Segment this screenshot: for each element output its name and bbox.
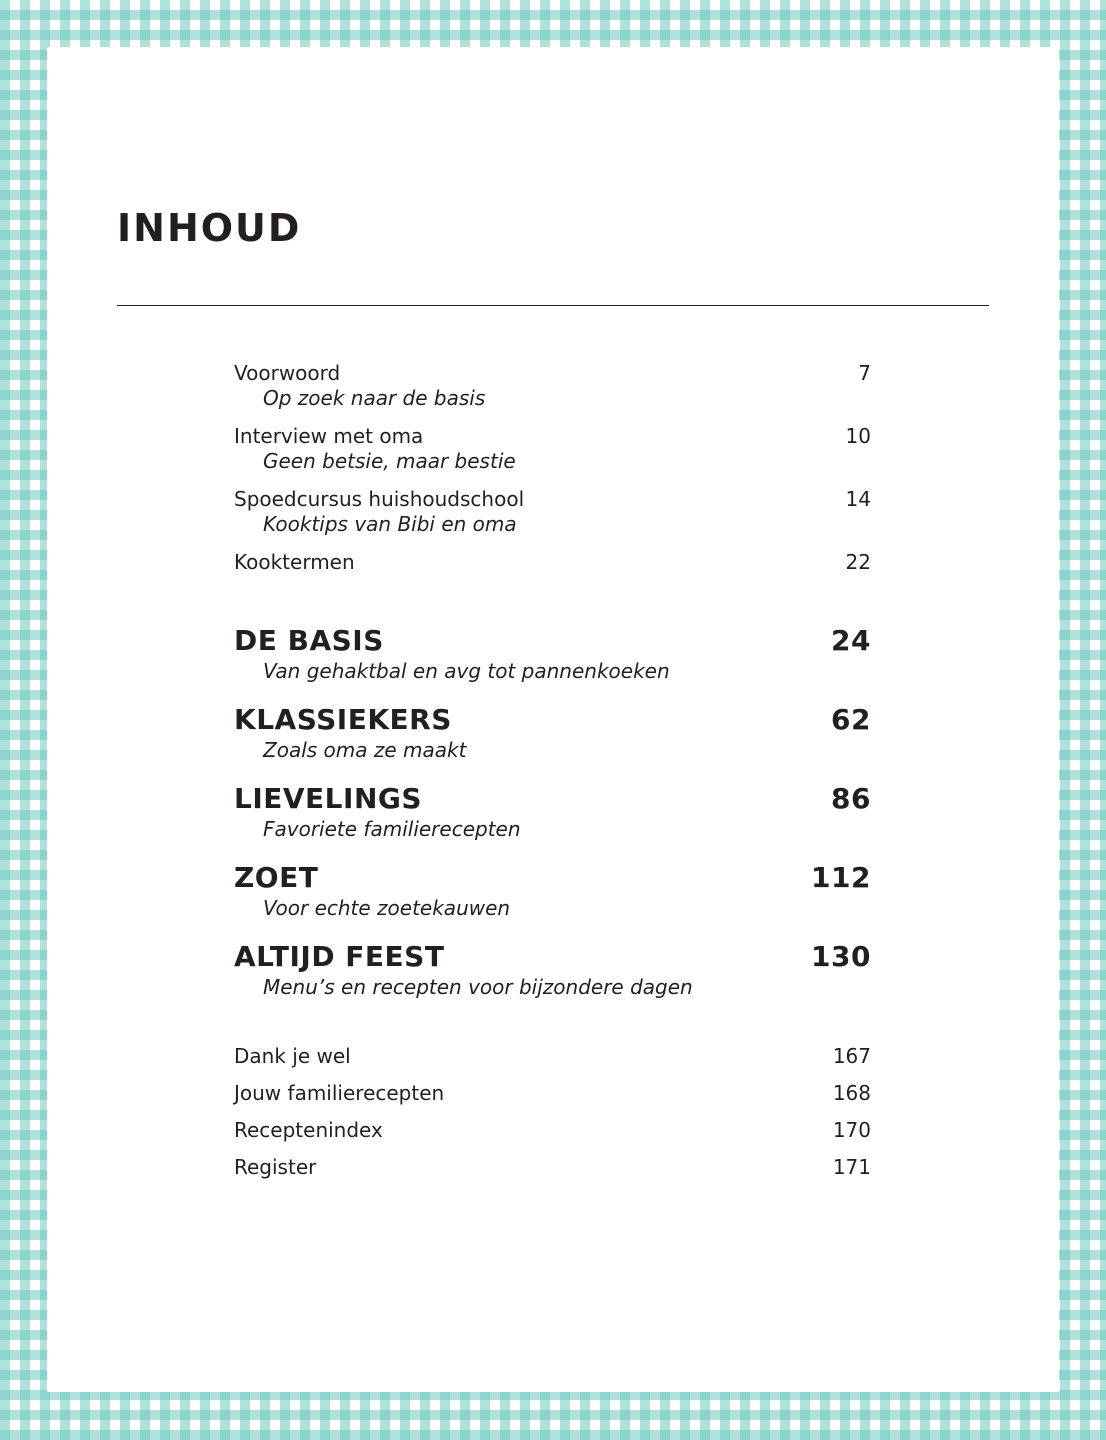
toc-chapter-lievelings[interactable] xyxy=(234,781,871,842)
toc-entry-kooktermen[interactable] xyxy=(234,549,871,575)
title-divider xyxy=(117,305,989,306)
toc-chapter-altijd-feest[interactable] xyxy=(234,939,871,1000)
toc-entry-page: 7 xyxy=(858,361,871,385)
toc-entry-subtitle: Geen betsie, maar bestie xyxy=(263,449,516,473)
toc-entry-jouw-familierecepten[interactable] xyxy=(234,1075,871,1112)
toc-chapter-subtitle: Zoals oma ze maakt xyxy=(263,738,467,762)
toc-entry-page: 171 xyxy=(832,1155,871,1179)
toc-entry-spoedcursus[interactable] xyxy=(234,486,871,537)
toc-chapter-klassiekers[interactable] xyxy=(234,702,871,763)
toc-chapter-subtitle: Voor echte zoetekauwen xyxy=(263,896,511,920)
toc-entry-label: Voorwoord xyxy=(234,361,341,385)
toc-chapter-page: 112 xyxy=(811,861,871,894)
toc-entry-receptenindex[interactable] xyxy=(234,1112,871,1149)
toc-chapter-page: 130 xyxy=(811,940,871,973)
toc-chapter-page: 24 xyxy=(831,624,871,657)
toc-entry-label: Interview met oma xyxy=(234,424,424,448)
toc-chapter-subtitle: Van gehaktbal en avg tot pannenkoeken xyxy=(263,659,670,683)
content-page xyxy=(47,47,1059,1392)
table-of-contents xyxy=(234,360,871,1186)
toc-chapter-de-basis[interactable] xyxy=(234,623,871,684)
toc-entry-dank-je-wel[interactable] xyxy=(234,1038,871,1075)
toc-entry-label: Kooktermen xyxy=(234,550,355,574)
toc-entry-page: 168 xyxy=(832,1081,871,1105)
toc-entry-label: Spoedcursus huishoudschool xyxy=(234,487,525,511)
toc-entry-page: 14 xyxy=(845,487,871,511)
toc-entry-subtitle: Kooktips van Bibi en oma xyxy=(263,512,517,536)
toc-chapter-label: ALTIJD FEEST xyxy=(234,940,445,973)
toc-entry-interview[interactable] xyxy=(234,423,871,474)
toc-entry-label: Register xyxy=(234,1155,317,1179)
toc-chapter-label: KLASSIEKERS xyxy=(234,703,452,736)
toc-chapter-page: 86 xyxy=(831,782,871,815)
toc-chapter-label: DE BASIS xyxy=(234,624,384,657)
toc-entry-page: 167 xyxy=(832,1044,871,1068)
toc-entry-label: Jouw familierecepten xyxy=(234,1081,445,1105)
toc-entry-label: Receptenindex xyxy=(234,1118,383,1142)
toc-entry-label: Dank je wel xyxy=(234,1044,351,1068)
toc-entry-voorwoord[interactable] xyxy=(234,360,871,411)
toc-entry-page: 22 xyxy=(845,550,871,574)
toc-chapter-label: ZOET xyxy=(234,861,319,894)
toc-chapter-label: LIEVELINGS xyxy=(234,782,423,815)
toc-entry-register[interactable] xyxy=(234,1149,871,1186)
toc-chapter-subtitle: Favoriete familierecepten xyxy=(263,817,521,841)
toc-entry-page: 10 xyxy=(845,424,871,448)
toc-entry-page: 170 xyxy=(832,1118,871,1142)
toc-chapter-zoet[interactable] xyxy=(234,860,871,921)
toc-entry-subtitle: Op zoek naar de basis xyxy=(263,386,486,410)
toc-chapter-subtitle: Menu’s en recepten voor bijzondere dagen xyxy=(263,975,693,999)
page-title: INHOUD xyxy=(117,206,302,250)
toc-chapter-page: 62 xyxy=(831,703,871,736)
